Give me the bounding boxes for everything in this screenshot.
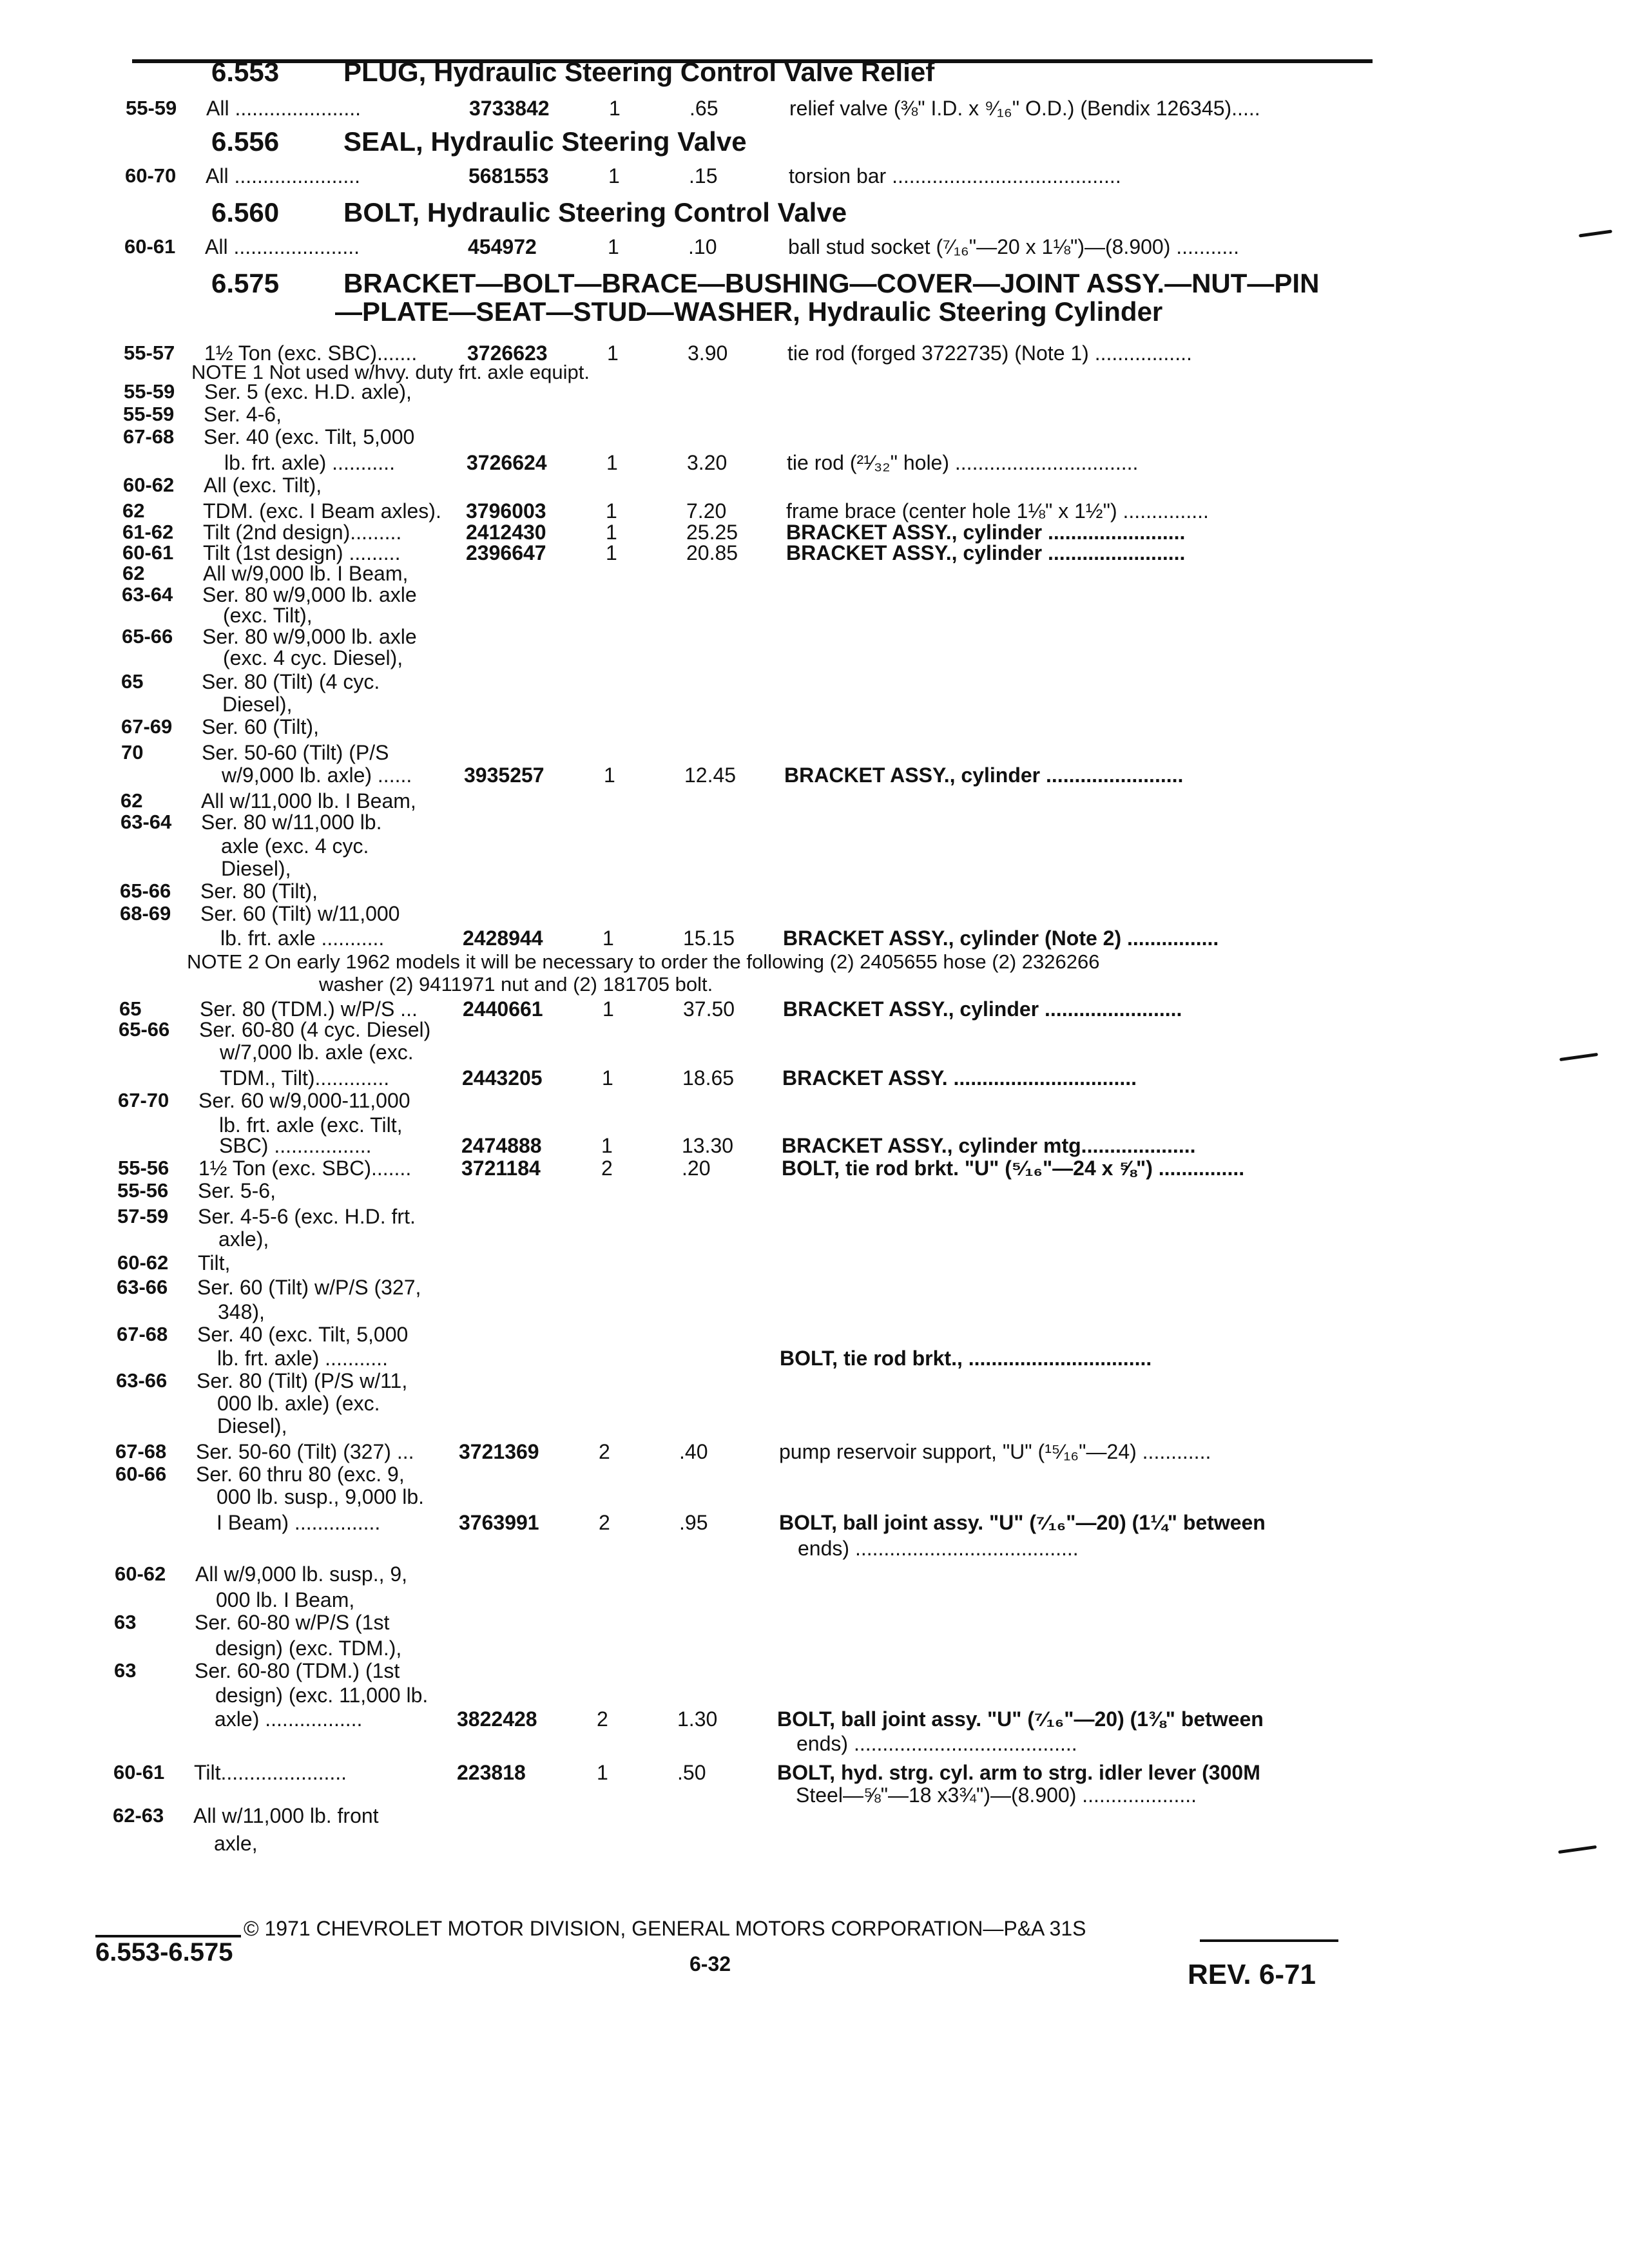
- part-description: tie rod (forged 3722735) (Note 1) .................: [787, 341, 1192, 365]
- part-number: 2428944: [463, 927, 543, 950]
- row-description: 1½ Ton (exc. SBC).......: [204, 341, 418, 365]
- price: .15: [689, 164, 718, 187]
- row-description: I Beam) ...............: [217, 1511, 381, 1534]
- row-years: 60-62: [115, 1562, 166, 1585]
- section-title: SEAL, Hydraulic Steering Valve: [343, 126, 747, 157]
- quantity: 1: [604, 764, 615, 787]
- quantity: 2: [599, 1511, 610, 1534]
- section-title: PLUG, Hydraulic Steering Control Valve Relief: [343, 57, 935, 87]
- row-description: (exc. Tilt),: [223, 604, 313, 627]
- row-description: design) (exc. 11,000 lb.: [215, 1684, 429, 1707]
- row-description: Ser. 60-80 (TDM.) (1st: [195, 1659, 400, 1682]
- row-description: Ser. 40 (exc. Tilt, 5,000: [197, 1323, 409, 1346]
- section-number: 6.553: [211, 57, 280, 87]
- row-years: 67-68: [123, 425, 175, 448]
- quantity: 2: [597, 1707, 608, 1731]
- row-years: 65-66: [119, 1018, 170, 1041]
- section-6560-heading: [211, 197, 847, 228]
- part-number: 454972: [468, 235, 537, 258]
- row-years: 63: [114, 1659, 137, 1682]
- row-description: Ser. 40 (exc. Tilt, 5,000: [204, 425, 415, 448]
- quantity: 1: [608, 164, 620, 187]
- row-description: Diesel),: [217, 1414, 287, 1437]
- part-number: 3763991: [459, 1511, 539, 1534]
- note-text: NOTE 2 On early 1962 models it will be necessary to order the following (2) 2405655 hose (2) 2326266: [187, 950, 1100, 973]
- row-description: All w/9,000 lb. I Beam,: [203, 562, 409, 585]
- row-years: 60-62: [123, 474, 175, 496]
- part-number: 2474888: [461, 1134, 542, 1157]
- row-years: 55-56: [118, 1157, 169, 1179]
- row-description: 000 lb. susp., 9,000 lb.: [217, 1485, 424, 1508]
- price: 3.90: [688, 341, 728, 365]
- footer-page-number: 6-32: [689, 1952, 731, 1975]
- section-number: 6.560: [211, 197, 280, 227]
- price: .40: [679, 1440, 708, 1463]
- row-description: All ......................: [206, 97, 361, 120]
- row-description: 348),: [218, 1300, 265, 1323]
- row-years: 65: [121, 670, 144, 693]
- row-description: Ser. 80 (TDM.) w/P/S ...: [200, 997, 418, 1021]
- part-number: 3721369: [459, 1440, 539, 1463]
- row-years: 63-66: [116, 1369, 168, 1392]
- price: 37.50: [683, 997, 735, 1021]
- row-description: w/9,000 lb. axle) ......: [222, 764, 412, 787]
- section-6575-heading-cont: [335, 296, 1162, 327]
- part-description: ends) .......................................: [796, 1732, 1077, 1755]
- quantity: 1: [606, 541, 617, 564]
- row-description: SBC) .................: [219, 1134, 372, 1157]
- part-description: BOLT, ball joint assy. "U" (⁷⁄₁₆"—20) (1¼" between: [779, 1511, 1266, 1534]
- part-description: frame brace (center hole 1⅛" x 1½") ...............: [786, 499, 1209, 523]
- row-years: 65-66: [120, 879, 171, 902]
- row-years: 62: [120, 789, 143, 812]
- row-description: Ser. 60-80 w/P/S (1st: [195, 1611, 390, 1634]
- part-number: 2443205: [462, 1066, 543, 1090]
- quantity: 1: [606, 521, 617, 544]
- quantity: 1: [606, 499, 617, 523]
- row-description: Ser. 50-60 (Tilt) (P/S: [202, 741, 389, 764]
- row-description: Diesel),: [222, 693, 293, 716]
- part-number: 3721184: [461, 1157, 541, 1180]
- part-number: 3822428: [457, 1707, 537, 1731]
- row-years: 63-64: [120, 811, 172, 833]
- quantity: 1: [609, 97, 621, 120]
- row-years: 55-59: [126, 97, 177, 119]
- price: .50: [677, 1761, 706, 1784]
- part-number: 223818: [457, 1761, 526, 1784]
- note-text: NOTE 1 Not used w/hvy. duty frt. axle equipt.: [191, 361, 590, 383]
- note-text: washer (2) 9411971 nut and (2) 181705 bolt.: [319, 973, 713, 995]
- row-description: Ser. 50-60 (Tilt) (327) ...: [196, 1440, 414, 1463]
- part-number: 3733842: [469, 97, 550, 120]
- part-description: relief valve (⅜" I.D. x ⁹⁄₁₆" O.D.) (Bendix 126345).....: [789, 97, 1260, 120]
- part-description: BRACKET ASSY., cylinder mtg....................: [782, 1134, 1196, 1157]
- row-description: Ser. 5-6,: [198, 1179, 276, 1202]
- part-description: BRACKET ASSY., cylinder (Note 2) ................: [783, 927, 1219, 950]
- part-number: 3726623: [467, 341, 548, 365]
- row-years: 60-70: [125, 164, 177, 187]
- row-years: 67-70: [118, 1089, 169, 1111]
- quantity: 1: [606, 451, 618, 474]
- price: 18.65: [682, 1066, 735, 1090]
- row-description: axle (exc. 4 cyc.: [221, 834, 369, 858]
- quantity: 1: [607, 341, 619, 365]
- part-description: BRACKET ASSY., cylinder ........................: [786, 541, 1186, 564]
- quantity: 1: [602, 927, 614, 950]
- part-description: Steel—⅝"—18 x3¾")—(8.900) ....................: [796, 1783, 1197, 1807]
- part-description: BRACKET ASSY., cylinder ........................: [786, 521, 1186, 544]
- quantity: 1: [608, 235, 619, 258]
- part-number: 3796003: [466, 499, 546, 523]
- row-years: 60-62: [117, 1251, 169, 1274]
- part-number: 2412430: [466, 521, 546, 544]
- section-6553-heading: [211, 57, 934, 88]
- row-description: 000 lb. I Beam,: [216, 1588, 355, 1611]
- row-years: 65: [119, 997, 142, 1020]
- row-description: Ser. 80 (Tilt) (P/S w/11,: [197, 1369, 408, 1392]
- part-description: BRACKET ASSY., cylinder ........................: [783, 997, 1182, 1021]
- row-description: All (exc. Tilt),: [204, 474, 322, 497]
- row-years: 68-69: [120, 902, 171, 925]
- row-description: 000 lb. axle) (exc.: [217, 1392, 380, 1415]
- row-years: 63: [114, 1611, 137, 1633]
- price: 1.30: [677, 1707, 718, 1731]
- row-years: 55-56: [117, 1179, 169, 1202]
- footer-section-range: 6.553-6.575: [95, 1938, 233, 1966]
- margin-mark: [1558, 1845, 1597, 1854]
- section-6556-heading: [211, 126, 747, 157]
- price: 25.25: [686, 521, 738, 544]
- row-description: lb. frt. axle) ...........: [217, 1347, 388, 1370]
- row-years: 60-61: [113, 1761, 165, 1783]
- row-years: 61-62: [122, 521, 174, 543]
- section-number: 6.556: [211, 126, 280, 157]
- row-description: lb. frt. axle (exc. Tilt,: [219, 1113, 403, 1137]
- margin-mark: [1559, 1053, 1598, 1061]
- row-description: Tilt......................: [194, 1761, 347, 1784]
- part-description: ball stud socket (⁷⁄₁₆"—20 x 1⅛")—(8.900) ...........: [788, 235, 1240, 258]
- row-description: axle) .................: [215, 1707, 363, 1731]
- row-description: Ser. 5 (exc. H.D. axle),: [204, 380, 412, 403]
- row-description: Ser. 80 (Tilt) (4 cyc.: [202, 670, 380, 693]
- row-description: Ser. 80 (Tilt),: [200, 879, 318, 903]
- price: .10: [688, 235, 717, 258]
- part-description: BOLT, ball joint assy. "U" (⁷⁄₁₆"—20) (1⅜" between: [777, 1707, 1264, 1731]
- row-years: 62: [122, 562, 145, 584]
- row-description: w/7,000 lb. axle (exc.: [220, 1041, 414, 1064]
- price: .20: [682, 1157, 711, 1180]
- row-years: 67-69: [121, 715, 173, 738]
- part-description: BOLT, tie rod brkt., ................................: [780, 1347, 1152, 1370]
- row-description: All ......................: [205, 235, 360, 258]
- quantity: 1: [601, 1134, 613, 1157]
- row-description: Ser. 60 (Tilt),: [202, 715, 319, 738]
- footer-rule-right: [1200, 1939, 1338, 1942]
- part-description: ends) .......................................: [798, 1537, 1079, 1560]
- row-description: Ser. 60 thru 80 (exc. 9,: [196, 1463, 405, 1486]
- part-description: BOLT, tie rod brkt. "U" (⁵⁄₁₆"—24 x ⅝") ...............: [782, 1157, 1245, 1180]
- part-number: 3935257: [464, 764, 545, 787]
- row-description: lb. frt. axle ...........: [220, 927, 385, 950]
- row-years: 67-68: [115, 1440, 167, 1463]
- row-description: All w/9,000 lb. susp., 9,: [195, 1562, 408, 1586]
- row-years: 62: [122, 499, 145, 522]
- price: 20.85: [686, 541, 738, 564]
- row-description: Ser. 80 w/11,000 lb.: [201, 811, 382, 834]
- row-description: All ......................: [206, 164, 361, 187]
- row-years: 55-59: [123, 403, 175, 425]
- part-description: BRACKET ASSY. ................................: [782, 1066, 1137, 1090]
- part-description: pump reservoir support, "U" (¹⁵⁄₁₆"—24) ............: [779, 1440, 1211, 1463]
- price: .65: [689, 97, 718, 120]
- part-number: 5681553: [468, 164, 549, 187]
- quantity: 2: [599, 1440, 610, 1463]
- part-description: BOLT, hyd. strg. cyl. arm to strg. idler lever (300M: [777, 1761, 1260, 1784]
- section-6575-heading: [211, 268, 1319, 299]
- row-description: Ser. 80 w/9,000 lb. axle: [202, 625, 417, 648]
- row-description: Diesel),: [221, 857, 291, 880]
- part-description: torsion bar ........................................: [789, 164, 1121, 187]
- quantity: 2: [601, 1157, 613, 1180]
- row-description: Tilt (2nd design).........: [203, 521, 402, 544]
- row-description: Tilt,: [198, 1251, 231, 1274]
- section-number: 6.575: [211, 268, 280, 298]
- part-number: 2396647: [466, 541, 546, 564]
- quantity: 1: [597, 1761, 608, 1784]
- quantity: 1: [602, 1066, 613, 1090]
- row-description: Ser. 60 (Tilt) w/11,000: [200, 902, 400, 925]
- margin-mark: [1579, 229, 1612, 237]
- footer-revision: REV. 6-71: [1188, 1959, 1316, 1990]
- row-years: 60-66: [115, 1463, 167, 1485]
- section-title-line2: —PLATE—SEAT—STUD—WASHER, Hydraulic Steering Cylinder: [335, 296, 1163, 327]
- row-years: 70: [121, 741, 144, 764]
- section-title: BOLT, Hydraulic Steering Control Valve: [343, 197, 847, 227]
- row-years: 55-59: [124, 380, 175, 403]
- row-description: Ser. 4-5-6 (exc. H.D. frt.: [198, 1205, 416, 1228]
- row-description: axle,: [214, 1832, 258, 1855]
- quantity: 1: [602, 997, 614, 1021]
- row-years: 57-59: [117, 1205, 169, 1227]
- price: 3.20: [687, 451, 728, 474]
- row-description: (exc. 4 cyc. Diesel),: [223, 646, 403, 669]
- row-years: 55-57: [124, 341, 175, 364]
- row-years: 67-68: [117, 1323, 168, 1345]
- row-years: 60-61: [124, 235, 176, 258]
- row-description: Ser. 60 (Tilt) w/P/S (327,: [197, 1276, 421, 1299]
- row-description: TDM. (exc. I Beam axles).: [203, 499, 441, 523]
- price: 12.45: [684, 764, 737, 787]
- price: 7.20: [686, 499, 727, 523]
- row-description: TDM., Tilt).............: [220, 1066, 390, 1090]
- row-description: Ser. 80 w/9,000 lb. axle: [202, 583, 417, 606]
- row-description: Ser. 60 w/9,000-11,000: [198, 1089, 410, 1112]
- row-years: 63-64: [122, 583, 173, 606]
- price: 13.30: [682, 1134, 734, 1157]
- part-description: BRACKET ASSY., cylinder ........................: [784, 764, 1184, 787]
- price: 15.15: [683, 927, 735, 950]
- row-description: Ser. 4-6,: [204, 403, 282, 426]
- row-years: 63-66: [117, 1276, 168, 1298]
- row-years: 65-66: [122, 625, 173, 648]
- footer-copyright: © 1971 CHEVROLET MOTOR DIVISION, GENERAL MOTORS CORPORATION—P&A 31S: [244, 1917, 1086, 1940]
- footer-rule-left: [95, 1935, 241, 1937]
- row-description: lb. frt. axle) ...........: [224, 451, 395, 474]
- row-description: All w/11,000 lb. I Beam,: [201, 789, 416, 812]
- row-years: 62-63: [113, 1804, 164, 1827]
- part-description: tie rod (²¹⁄₃₂" hole) ................................: [787, 451, 1139, 474]
- part-number: 2440661: [463, 997, 543, 1021]
- row-years: 60-61: [122, 541, 174, 564]
- part-number: 3726624: [467, 451, 547, 474]
- row-description: All w/11,000 lb. front: [193, 1804, 379, 1827]
- row-description: Ser. 60-80 (4 cyc. Diesel): [199, 1018, 431, 1041]
- section-title-line1: BRACKET—BOLT—BRACE—BUSHING—COVER—JOINT ASSY.—NUT—PIN: [343, 268, 1320, 298]
- row-description: axle),: [218, 1227, 269, 1251]
- row-description: 1½ Ton (exc. SBC).......: [198, 1157, 412, 1180]
- row-description: Tilt (1st design) .........: [203, 541, 401, 564]
- row-description: design) (exc. TDM.),: [215, 1637, 402, 1660]
- price: .95: [679, 1511, 708, 1534]
